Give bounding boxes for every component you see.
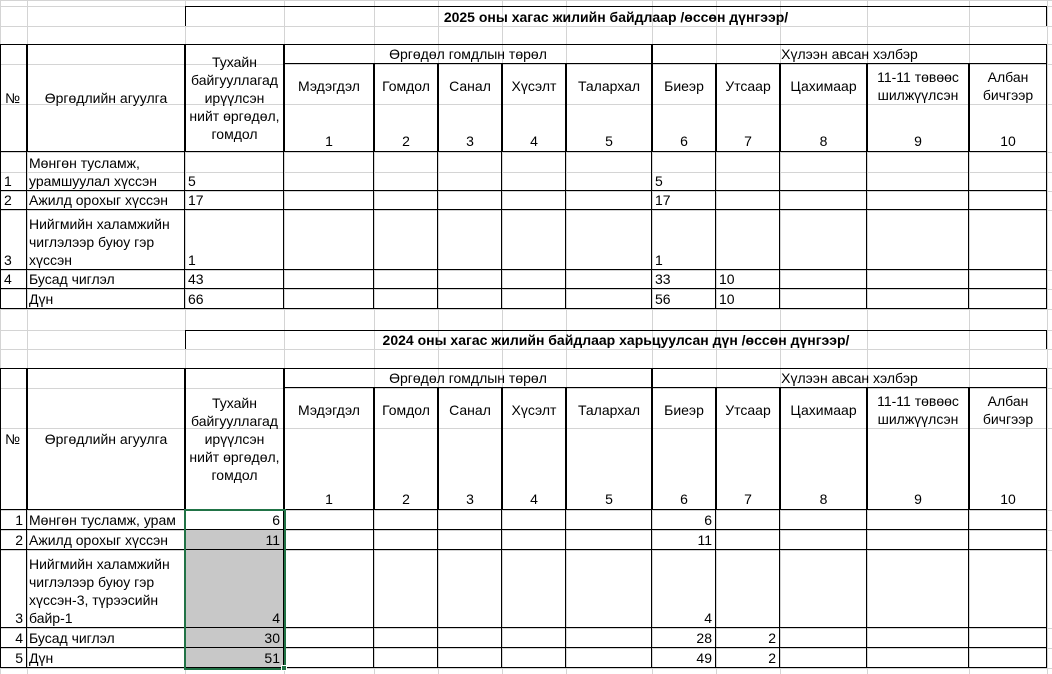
section2-total-header[interactable] — [185, 368, 284, 510]
section2-col-number-7 — [716, 490, 780, 508]
section2-col-number-6-text: 6 — [680, 491, 688, 507]
section1-col-number-6-text: 6 — [680, 133, 688, 149]
section2-row-5-col-3[interactable] — [438, 648, 502, 668]
section1-row-3-col-7[interactable] — [716, 210, 780, 270]
section2-row-1-no-text: 1 — [15, 512, 23, 528]
section1-row-1-col-6[interactable] — [652, 152, 716, 191]
section1-col-label-9 — [867, 66, 969, 106]
section1-row-4-col-6-text: 33 — [655, 271, 671, 287]
section1-title-text: 2025 оны хагас жилийн байдлаар /өссөн дүнгээр/ — [443, 8, 789, 25]
section1-row-4-total[interactable] — [185, 270, 284, 289]
section2-row-3-col-1[interactable] — [284, 550, 374, 628]
section2-col-label-3 — [438, 390, 502, 430]
section1-row-3-content-text: Нийгмийн халамжийн чиглэлээр буюу гэр хүссэн — [29, 216, 170, 268]
section2-row-3-col-2[interactable] — [374, 550, 438, 628]
selection-range[interactable] — [185, 510, 285, 669]
section1-row-2-col-8[interactable] — [780, 191, 867, 210]
section2-col-label-9 — [867, 390, 969, 430]
section2-col-label-2-text: Гомдол — [382, 402, 430, 418]
section1-row-4-content-text: Бусад чиглэл — [29, 271, 115, 287]
section2-row-2-no-text: 2 — [15, 532, 23, 548]
section1-row-5-col-5[interactable] — [566, 289, 652, 309]
section2-col-number-5 — [566, 490, 652, 508]
section2-row-1-col-5[interactable] — [566, 510, 652, 530]
section2-row-2-col-9[interactable] — [867, 530, 969, 550]
section1-row-5-col-3[interactable] — [438, 289, 502, 309]
section2-row-4-content-text: Бусад чиглэл — [29, 630, 115, 646]
section1-col-number-8 — [780, 132, 867, 150]
section1-row-1-col-2[interactable] — [374, 152, 438, 191]
section2-row-2-col-6-text: 11 — [697, 532, 712, 548]
section2-row-4-col-7[interactable] — [716, 628, 780, 648]
section2-row-3-col-10[interactable] — [969, 550, 1047, 628]
section1-col-label-1 — [284, 66, 374, 106]
section1-row-1-col-3[interactable] — [438, 152, 502, 191]
section2-row-4-col-6-text: 28 — [696, 630, 712, 646]
section2-row-1-content[interactable] — [27, 510, 185, 530]
section1-type-group-header-text: Өргөдөл гомдлын төрөл — [389, 46, 547, 62]
section1-row-1-col-6-text: 5 — [655, 173, 663, 189]
section2-row-3-col-5[interactable] — [566, 550, 652, 628]
section1-col-number-8-text: 8 — [819, 133, 828, 149]
section1-col-number-10 — [969, 132, 1047, 150]
section1-col-number-2 — [374, 132, 438, 150]
section2-col-label-10 — [969, 390, 1047, 430]
section2-col-number-2-text: 2 — [402, 491, 410, 507]
section2-col-label-4-text: Хүсэлт — [511, 402, 557, 418]
section2-row-4-total-text: 30 — [264, 630, 280, 646]
section2-row-1-col-2[interactable] — [374, 510, 438, 530]
section2-row-4-col-9[interactable] — [867, 628, 969, 648]
section1-row-5-col-1[interactable] — [284, 289, 374, 309]
section2-content-header-text: Өргөдлийн агуулга — [44, 431, 168, 447]
section2-col-label-10-text: Албан бичгээр — [982, 393, 1034, 427]
section2-row-3-col-7[interactable] — [716, 550, 780, 628]
section2-row-1-total-text: 6 — [272, 512, 280, 528]
section1-col-number-4-text: 4 — [530, 133, 538, 149]
section2-row-3-col-3[interactable] — [438, 550, 502, 628]
section2-col-label-6 — [652, 390, 716, 430]
section2-col-number-2 — [374, 490, 438, 508]
section1-row-5-col-7-text: 10 — [719, 291, 735, 307]
section1-row-2-no[interactable] — [0, 191, 27, 210]
section1-col-label-2-text: Гомдол — [382, 78, 430, 94]
section1-content-header[interactable] — [27, 44, 185, 152]
section1-row-2-col-9[interactable] — [867, 191, 969, 210]
section1-col-label-7-text: Утсаар — [725, 78, 771, 94]
section1-no-header-text: № — [5, 90, 21, 106]
section1-row-3-col-2[interactable] — [374, 210, 438, 270]
section1-col-number-3 — [438, 132, 502, 150]
section2-row-3-col-8[interactable] — [780, 550, 867, 628]
section2-row-3-col-6-text: 4 — [704, 610, 712, 626]
section2-row-5-content-text: Дүн — [29, 650, 54, 666]
section1-total-header[interactable] — [185, 44, 284, 152]
section1-row-4-total-text: 43 — [188, 271, 204, 287]
section2-row-4-content[interactable] — [27, 628, 185, 648]
section2-col-label-9-text: 11-11 төвөөс шилжүүлсэн — [877, 393, 959, 427]
section1-col-label-10 — [969, 66, 1047, 106]
section2-row-4-col-1[interactable] — [284, 628, 374, 648]
section1-row-4-col-8[interactable] — [780, 270, 867, 289]
section2-col-label-1 — [284, 390, 374, 430]
section1-row-4-col-2[interactable] — [374, 270, 438, 289]
section1-row-5-col-6[interactable] — [652, 289, 716, 309]
section2-row-5-col-1[interactable] — [284, 648, 374, 668]
section1-col-label-9-text: 11-11 төвөөс шилжүүлсэн — [877, 69, 959, 103]
section2-row-1-col-4[interactable] — [502, 510, 566, 530]
gridline — [0, 26, 1052, 27]
section2-row-5-col-5[interactable] — [566, 648, 652, 668]
section2-row-4-col-10[interactable] — [969, 628, 1047, 648]
section2-row-2-no[interactable] — [0, 530, 27, 550]
section2-col-number-4-text: 4 — [530, 491, 538, 507]
section2-row-5-no-text: 5 — [15, 650, 23, 666]
section1-row-2-content[interactable] — [27, 191, 185, 210]
section2-row-2-col-5[interactable] — [566, 530, 652, 550]
section1-row-3-total[interactable] — [185, 210, 284, 270]
section1-col-number-2-text: 2 — [402, 133, 410, 149]
section1-row-3-col-9[interactable] — [867, 210, 969, 270]
section1-row-5-total[interactable] — [185, 289, 284, 309]
section1-row-1-content-text: Мөнгөн тусламж, урамшуулал хүссэн — [29, 155, 158, 189]
section2-form-group-header-text: Хүлээн авсан хэлбэр — [781, 370, 918, 386]
section1-row-2-col-2[interactable] — [374, 191, 438, 210]
section2-col-label-1-text: Мэдэгдэл — [298, 402, 360, 418]
section1-row-5-col-7[interactable] — [716, 289, 780, 309]
section1-row-3-col-6-text: 1 — [655, 252, 663, 268]
section1-col-label-3 — [438, 66, 502, 106]
section2-col-number-8-text: 8 — [819, 491, 828, 507]
section2-row-5-total-text: 51 — [264, 650, 280, 666]
section1-row-1-col-9[interactable] — [867, 152, 969, 191]
section1-col-label-4 — [502, 66, 566, 106]
section1-row-1-col-8[interactable] — [780, 152, 867, 191]
section2-row-5-col-9[interactable] — [867, 648, 969, 668]
section2-row-4-col-7-text: 2 — [768, 630, 776, 646]
section2-row-2-col-3[interactable] — [438, 530, 502, 550]
section1-row-3-no[interactable] — [0, 210, 27, 270]
section1-col-label-1-text: Мэдэгдэл — [298, 78, 360, 94]
section2-col-number-3-text: 3 — [466, 491, 474, 507]
section1-col-number-3-text: 3 — [466, 133, 474, 149]
section2-row-3-content[interactable] — [27, 550, 185, 628]
section1-row-3-col-4[interactable] — [502, 210, 566, 270]
section1-row-2-col-1[interactable] — [284, 191, 374, 210]
section1-row-3-col-1[interactable] — [284, 210, 374, 270]
section1-col-label-10-text: Албан бичгээр — [982, 69, 1034, 103]
section2-row-2-col-4[interactable] — [502, 530, 566, 550]
section2-row-2-col-6[interactable] — [652, 530, 716, 550]
section1-row-2-content-text: Ажилд орохыг хүссэн — [29, 192, 169, 208]
section2-col-number-7-text: 7 — [744, 491, 752, 507]
section1-row-2-col-10[interactable] — [969, 191, 1047, 210]
section2-row-5-col-4[interactable] — [502, 648, 566, 668]
section1-row-2-col-7[interactable] — [716, 191, 780, 210]
section1-row-1-col-10[interactable] — [969, 152, 1047, 191]
section1-content-header-text: Өргөдлийн агуулга — [44, 90, 168, 106]
section1-col-number-7 — [716, 132, 780, 150]
section2-row-2-col-8[interactable] — [780, 530, 867, 550]
section2-type-group-header-text: Өргөдөл гомдлын төрөл — [389, 370, 547, 386]
section2-row-1-no[interactable] — [0, 510, 27, 530]
section1-row-4-col-3[interactable] — [438, 270, 502, 289]
section1-row-2-total-text: 17 — [188, 192, 204, 208]
section1-col-number-5-text: 5 — [605, 133, 613, 149]
section1-row-4-col-9[interactable] — [867, 270, 969, 289]
section1-col-label-6-text: Биеэр — [664, 78, 704, 94]
section1-row-5-col-8[interactable] — [780, 289, 867, 309]
section1-row-5-content[interactable] — [27, 289, 185, 309]
section1-row-1-content[interactable] — [27, 152, 185, 191]
section1-no-header[interactable] — [0, 44, 27, 152]
section2-row-4-col-5[interactable] — [566, 628, 652, 648]
section2-row-5-col-2[interactable] — [374, 648, 438, 668]
section1-col-number-7-text: 7 — [744, 133, 752, 149]
section2-no-header[interactable] — [0, 368, 27, 510]
section2-row-3-no[interactable] — [0, 550, 27, 628]
section2-row-2-col-2[interactable] — [374, 530, 438, 550]
section1-col-label-5-text: Талархал — [577, 78, 641, 94]
section1-row-5-col-4[interactable] — [502, 289, 566, 309]
section1-row-4-col-6[interactable] — [652, 270, 716, 289]
gridline — [1047, 0, 1048, 674]
section2-col-label-5 — [566, 390, 652, 430]
section1-title — [185, 6, 1047, 26]
section2-row-3-col-4[interactable] — [502, 550, 566, 628]
section2-col-number-9 — [867, 490, 969, 508]
section2-col-number-10 — [969, 490, 1047, 508]
section1-col-number-1 — [284, 132, 374, 150]
section2-row-3-no-text: 3 — [15, 610, 23, 626]
section1-row-5-col-6-text: 56 — [655, 291, 671, 307]
section2-row-5-col-6-text: 49 — [696, 650, 712, 666]
section1-row-5-col-2[interactable] — [374, 289, 438, 309]
section1-col-number-10-text: 10 — [1000, 133, 1016, 149]
section2-row-2-col-10[interactable] — [969, 530, 1047, 550]
section2-col-number-1 — [284, 490, 374, 508]
section1-col-number-9 — [867, 132, 969, 150]
section2-col-number-9-text: 9 — [914, 491, 922, 507]
section2-col-number-5-text: 5 — [605, 491, 613, 507]
section1-row-4-no-text: 4 — [4, 271, 12, 287]
section1-row-2-col-6[interactable] — [652, 191, 716, 210]
section1-form-group-header[interactable] — [652, 44, 1047, 64]
section2-row-5-content[interactable] — [27, 648, 185, 668]
section1-row-5-total-text: 66 — [188, 291, 204, 307]
section2-col-label-3-text: Санал — [449, 402, 491, 418]
section1-row-3-content[interactable] — [27, 210, 185, 270]
section1-col-label-4-text: Хүсэлт — [511, 78, 557, 94]
section1-row-4-col-7-text: 10 — [719, 271, 735, 287]
section1-row-5-content-text: Дүн — [29, 291, 54, 307]
section1-row-3-no-text: 3 — [4, 252, 12, 268]
section1-row-1-no-text: 1 — [4, 173, 12, 189]
fill-handle[interactable] — [281, 665, 287, 671]
section2-row-3-col-6[interactable] — [652, 550, 716, 628]
section2-no-header-text: № — [5, 431, 21, 447]
section1-row-1-col-1[interactable] — [284, 152, 374, 191]
section2-col-number-4 — [502, 490, 566, 508]
gridline — [0, 349, 1052, 350]
section2-col-label-4 — [502, 390, 566, 430]
section2-row-4-col-2[interactable] — [374, 628, 438, 648]
section2-col-label-2 — [374, 390, 438, 430]
section2-row-3-total-text: 4 — [272, 610, 280, 626]
section1-col-label-7 — [716, 66, 780, 106]
section2-row-5-no[interactable] — [0, 648, 27, 668]
section2-row-5-col-7[interactable] — [716, 648, 780, 668]
section2-row-5-col-6[interactable] — [652, 648, 716, 668]
section1-row-3-col-10[interactable] — [969, 210, 1047, 270]
section1-row-3-col-6[interactable] — [652, 210, 716, 270]
section2-row-4-col-6[interactable] — [652, 628, 716, 648]
section1-row-4-col-10[interactable] — [969, 270, 1047, 289]
section1-col-number-1-text: 1 — [325, 133, 333, 149]
section1-row-1-col-4[interactable] — [502, 152, 566, 191]
section2-title-text: 2024 оны хагас жилийн байдлаар харьцуулсан дүн /өссөн дүнгээр/ — [382, 332, 850, 348]
section2-row-2-content-text: Ажилд орохыг хүссэн — [29, 532, 169, 548]
section2-row-5-col-8[interactable] — [780, 648, 867, 668]
section2-row-2-content[interactable] — [27, 530, 185, 550]
section1-col-label-3-text: Санал — [449, 78, 491, 94]
gridline — [0, 0, 1052, 1]
section1-row-1-col-7[interactable] — [716, 152, 780, 191]
section1-col-number-6 — [652, 132, 716, 150]
section1-row-5-col-10[interactable] — [969, 289, 1047, 309]
section1-row-1-no[interactable] — [0, 152, 27, 191]
section1-row-1-total-text: 5 — [188, 173, 196, 189]
section1-row-3-total-text: 1 — [188, 252, 196, 268]
section2-col-label-7 — [716, 390, 780, 430]
section1-row-2-col-3[interactable] — [438, 191, 502, 210]
section2-col-label-5-text: Талархал — [577, 402, 641, 418]
section1-col-label-8-text: Цахимаар — [790, 78, 857, 94]
section2-col-label-8 — [780, 390, 867, 430]
section1-row-2-col-6-text: 17 — [655, 192, 671, 208]
section1-col-number-5 — [566, 132, 652, 150]
section2-row-5-col-7-text: 2 — [768, 650, 776, 666]
section1-row-4-content[interactable] — [27, 270, 185, 289]
section2-row-1-content-text: Мөнгөн тусламж, урам — [29, 512, 176, 528]
section1-row-5-col-9[interactable] — [867, 289, 969, 309]
section2-col-number-3 — [438, 490, 502, 508]
section1-row-2-total[interactable] — [185, 191, 284, 210]
section2-col-label-6-text: Биеэр — [664, 402, 704, 418]
section1-row-4-col-7[interactable] — [716, 270, 780, 289]
section2-row-1-col-6-text: 6 — [704, 512, 712, 528]
section2-row-1-col-3[interactable] — [438, 510, 502, 530]
section2-row-4-col-3[interactable] — [438, 628, 502, 648]
section2-form-group-header[interactable] — [652, 368, 1047, 388]
section2-row-5-col-10[interactable] — [969, 648, 1047, 668]
gridline — [0, 309, 1052, 310]
section2-type-group-header[interactable] — [284, 368, 652, 388]
section2-row-2-col-1[interactable] — [284, 530, 374, 550]
section2-row-1-col-8[interactable] — [780, 510, 867, 530]
section1-col-label-5 — [566, 66, 652, 106]
section2-row-1-col-1[interactable] — [284, 510, 374, 530]
section2-row-1-col-10[interactable] — [969, 510, 1047, 530]
section1-row-3-col-5[interactable] — [566, 210, 652, 270]
section1-row-4-col-4[interactable] — [502, 270, 566, 289]
section1-row-2-no-text: 2 — [4, 192, 12, 208]
section1-type-group-header[interactable] — [284, 44, 652, 64]
section1-col-number-9-text: 9 — [914, 133, 922, 149]
section2-row-3-col-9[interactable] — [867, 550, 969, 628]
section1-col-number-4 — [502, 132, 566, 150]
section1-col-label-8 — [780, 66, 867, 106]
section2-row-4-no[interactable] — [0, 628, 27, 648]
section2-row-4-no-text: 4 — [15, 630, 23, 646]
section2-row-2-col-7[interactable] — [716, 530, 780, 550]
section1-row-4-no[interactable] — [0, 270, 27, 289]
section1-col-label-6 — [652, 66, 716, 106]
section2-row-2-total-text: 11 — [265, 532, 280, 548]
section2-row-4-col-4[interactable] — [502, 628, 566, 648]
section1-col-label-2 — [374, 66, 438, 106]
section2-col-number-8 — [780, 490, 867, 508]
section2-col-number-1-text: 1 — [325, 491, 333, 507]
section2-total-header-text: Тухайн байгууллагад ирүүлсэн нийт өргөдөл, гомдол — [189, 395, 280, 483]
section1-row-3-col-3[interactable] — [438, 210, 502, 270]
section1-total-header-text: Тухайн байгууллагад ирүүлсэн нийт өргөдөл, гомдол — [189, 54, 280, 142]
section1-row-4-col-5[interactable] — [566, 270, 652, 289]
section2-row-1-col-7[interactable] — [716, 510, 780, 530]
section1-row-1-total[interactable] — [185, 152, 284, 191]
section2-content-header[interactable] — [27, 368, 185, 510]
gridline — [0, 668, 1052, 669]
section2-row-4-col-8[interactable] — [780, 628, 867, 648]
section1-row-2-col-4[interactable] — [502, 191, 566, 210]
section1-row-3-col-8[interactable] — [780, 210, 867, 270]
section2-title — [185, 330, 1047, 349]
section2-col-number-10-text: 10 — [1000, 491, 1016, 507]
section2-col-number-6 — [652, 490, 716, 508]
section1-row-5-no[interactable] — [0, 289, 27, 309]
section1-row-2-col-5[interactable] — [566, 191, 652, 210]
section2-row-1-col-6[interactable] — [652, 510, 716, 530]
section2-row-1-col-9[interactable] — [867, 510, 969, 530]
section2-col-label-7-text: Утсаар — [725, 402, 771, 418]
section1-row-4-col-1[interactable] — [284, 270, 374, 289]
section1-form-group-header-text: Хүлээн авсан хэлбэр — [781, 46, 918, 62]
section2-col-label-8-text: Цахимаар — [790, 402, 857, 418]
section1-row-1-col-5[interactable] — [566, 152, 652, 191]
section2-row-3-content-text: Нийгмийн халамжийн чиглэлээр буюу гэр хүссэн-3, түрээсийн байр-1 — [29, 556, 170, 626]
